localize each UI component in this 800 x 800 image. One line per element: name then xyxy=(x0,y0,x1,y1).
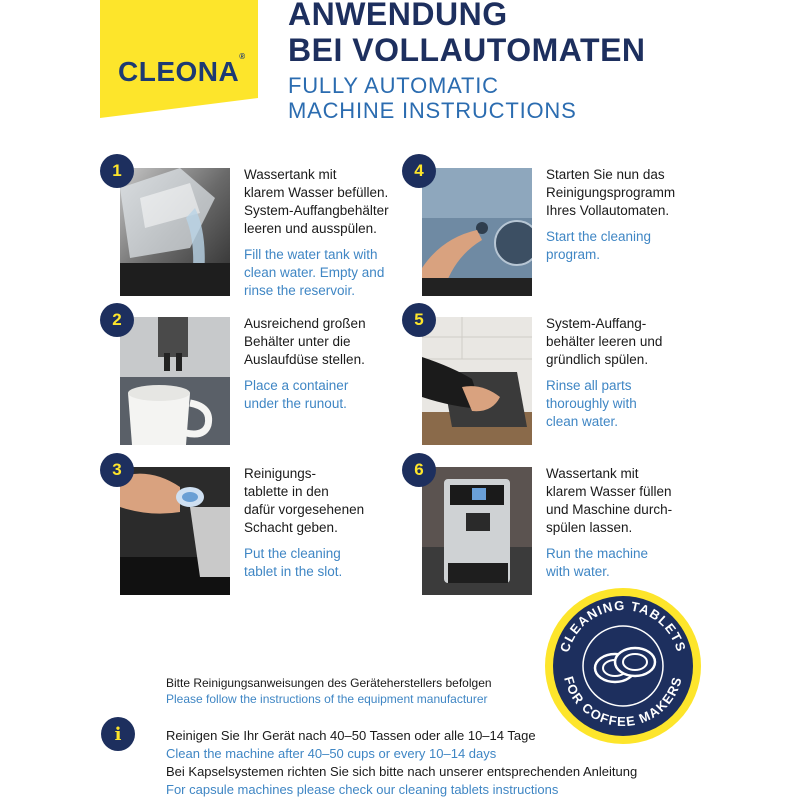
step-4-photo xyxy=(422,168,532,296)
info-line1-english: Clean the machine after 40–50 cups or every 10–14 days xyxy=(166,746,497,761)
info-line1-german: Reinigen Sie Ihr Gerät nach 40–50 Tassen oder alle 10–14 Tage xyxy=(166,728,536,743)
step-1-photo xyxy=(120,168,230,296)
step-number-badge: 2 xyxy=(100,303,134,337)
step-5-photo xyxy=(422,317,532,445)
cleaning-tablets-seal xyxy=(543,586,703,746)
step-4-text-german: Starten Sie nun das Reinigungsprogramm Ihres Vollautomaten. xyxy=(546,167,676,218)
step-6-text-english: Run the machine with water. xyxy=(546,546,649,579)
step-number-badge: 6 xyxy=(402,453,436,487)
step-2-text-german: Ausreichend großen Behälter unter die Auslaufdüse stellen. xyxy=(244,316,366,367)
info-line2-english: For capsule machines please check our cleaning tablets instructions xyxy=(166,782,559,797)
page-title-german xyxy=(288,0,646,68)
step-6-text-german: Wassertank mit klarem Wasser füllen und Maschine durch- spülen lassen. xyxy=(546,466,673,535)
step-3-text-english: Put the cleaning tablet in the slot. xyxy=(244,546,343,579)
step-3-photo xyxy=(120,467,230,595)
seal-bottom-text: FOR COFFEE MAKERS xyxy=(561,674,685,730)
title-en-line2: MACHINE INSTRUCTIONS xyxy=(288,98,577,123)
title-de-line1: ANWENDUNG xyxy=(288,0,508,32)
info-icon: i xyxy=(101,717,135,751)
manufacturer-note-english: Please follow the instructions of the equipment manufacturer xyxy=(166,692,488,706)
step-number-badge: 1 xyxy=(100,154,134,188)
step-3-text-german: Reinigungs- tablette in den dafür vorgesehenen Schacht geben. xyxy=(244,466,365,535)
step-2-text-english: Place a container under the runout. xyxy=(244,378,349,411)
title-de-line2: BEI VOLLAUTOMATEN xyxy=(288,32,646,68)
info-line2-german: Bei Kapselsystemen richten Sie sich bitte nach unserer entsprechenden Anleitung xyxy=(166,764,638,779)
step-1-text-english: Fill the water tank with clean water. Empty and rinse the reservoir. xyxy=(244,247,385,298)
brand-logo: CLEONA® xyxy=(118,52,246,87)
step-1-text-german: Wassertank mit klarem Wasser befüllen. System-Auffangbehälter leeren und ausspülen. xyxy=(244,167,389,236)
step-number-badge: 4 xyxy=(402,154,436,188)
step-number-badge: 5 xyxy=(402,303,436,337)
page-title-english xyxy=(288,73,577,123)
step-4-text-english: Start the cleaning program. xyxy=(546,229,652,262)
manufacturer-note-german: Bitte Reinigungsanweisungen des Geräteherstellers befolgen xyxy=(166,676,492,690)
step-5-text-german: System-Auffang- behälter leeren und gründlich spülen. xyxy=(546,316,663,367)
step-6-photo xyxy=(422,467,532,595)
title-en-line1: FULLY AUTOMATIC xyxy=(288,73,499,98)
step-2-photo xyxy=(120,317,230,445)
seal-top-text: CLEANING TABLETS xyxy=(556,597,690,655)
step-5-text-english: Rinse all parts thoroughly with clean water. xyxy=(546,378,637,429)
step-number-badge: 3 xyxy=(100,453,134,487)
